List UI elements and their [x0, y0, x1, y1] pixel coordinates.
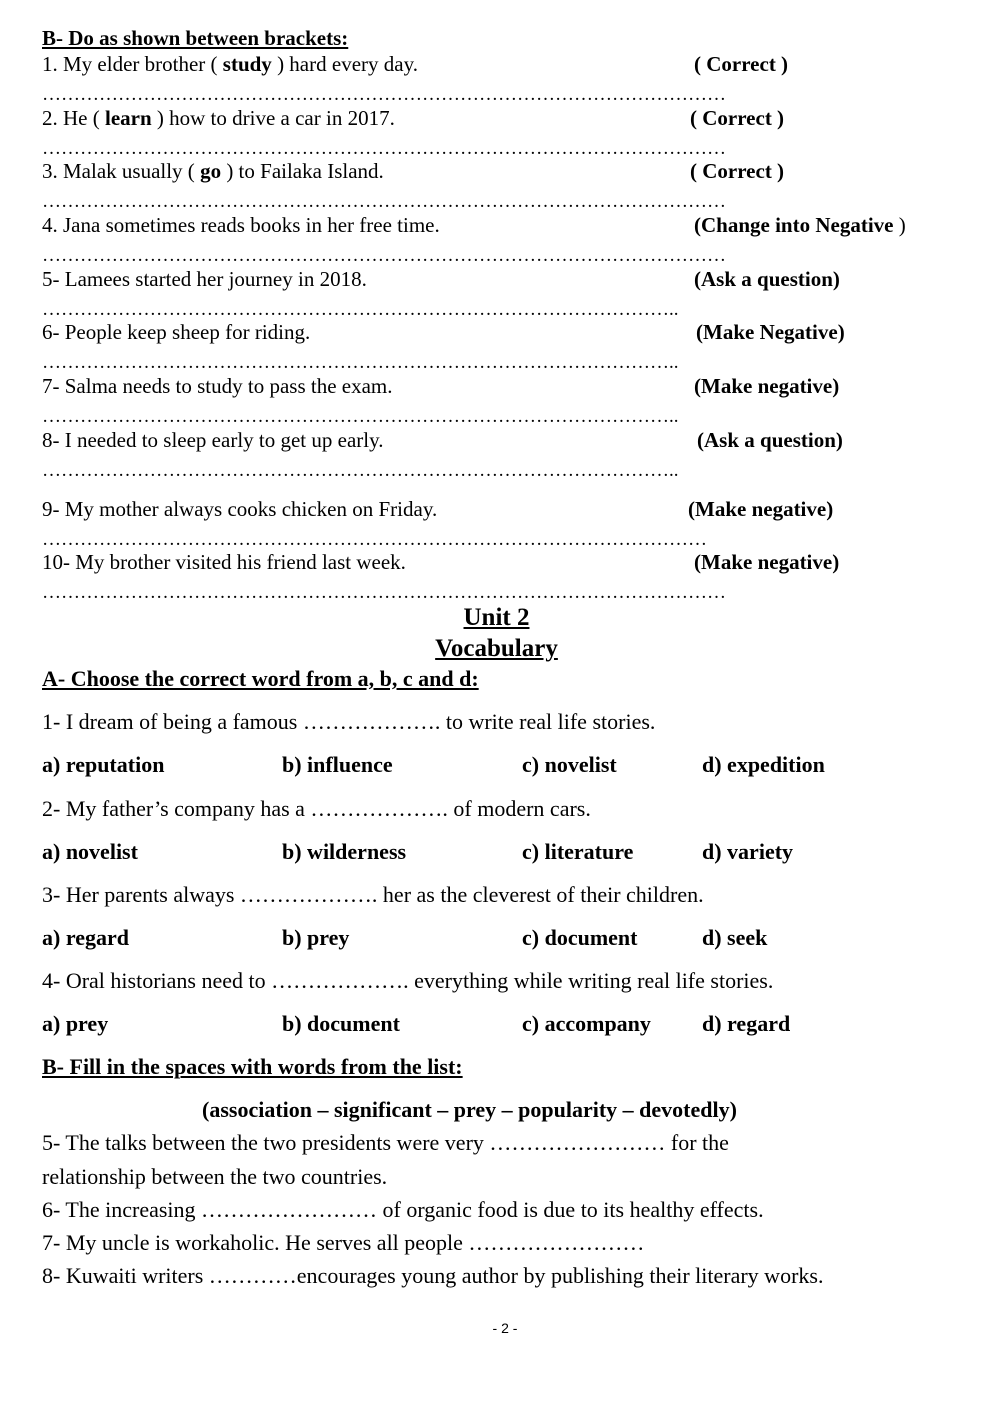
item-instruction-2: ( Correct )	[690, 106, 785, 130]
mcq-question-2: 2- My father’s company has a ………………. of modern cars.	[42, 796, 591, 821]
item-text-post: ) how to drive a car in 2017.	[151, 106, 395, 130]
exercise-item-7: 7- Salma needs to study to pass the exam.	[42, 374, 393, 398]
exercise-item-5: 5- Lamees started her journey in 2018.	[42, 267, 367, 291]
exercise-item-3	[42, 159, 384, 184]
answer-line-6[interactable]: ………………………………………………………………………………………..	[42, 352, 679, 373]
mcq-option-4c[interactable]: c) accompany	[522, 1011, 651, 1036]
fill-sentence-8: 8- Kuwaiti writers …………encourages young author by publishing their literary works.	[42, 1263, 824, 1288]
mcq-question-1: 1- I dream of being a famous ………………. to write real life stories.	[42, 709, 656, 734]
mcq-option-3c[interactable]: c) document	[522, 925, 638, 950]
unit-subtitle: Vocabulary	[435, 635, 558, 662]
mcq-option-3a[interactable]: a) regard	[42, 925, 129, 950]
word-list: (association – significant – prey – popularity – devotedly)	[202, 1097, 737, 1122]
item-instruction-7: (Make negative)	[694, 374, 840, 398]
fill-sentence-7: 7- My uncle is workaholic. He serves all people ……………………	[42, 1230, 645, 1255]
mcq-option-1d[interactable]: d) expedition	[702, 752, 825, 777]
mcq-option-2b[interactable]: b) wilderness	[282, 839, 407, 864]
section-fill-heading: B- Fill in the spaces with words from the list:	[42, 1054, 463, 1079]
page-number: - 2 -	[492, 1320, 518, 1336]
answer-line-10[interactable]: ………………………………………………………………………………………………	[42, 582, 726, 603]
item-instruction-8: (Ask a question)	[697, 428, 843, 452]
mcq-option-4a[interactable]: a) prey	[42, 1011, 109, 1036]
exercise-item-2	[42, 106, 395, 131]
item-verb: study	[222, 52, 272, 76]
mcq-question-3: 3- Her parents always ………………. her as the cleverest of their children.	[42, 882, 704, 907]
section-b-heading: B- Do as shown between brackets:	[42, 26, 349, 50]
answer-line-3[interactable]: ………………………………………………………………………………………………	[42, 191, 726, 212]
mcq-option-3b[interactable]: b) prey	[282, 925, 350, 950]
answer-line-2[interactable]: ………………………………………………………………………………………………	[42, 138, 726, 159]
item-verb: learn	[104, 106, 152, 130]
exercise-item-4: 4. Jana sometimes reads books in her free time.	[42, 213, 440, 237]
item-instruction-9: (Make negative)	[688, 497, 834, 521]
answer-line-7[interactable]: ………………………………………………………………………………………..	[42, 406, 679, 427]
exercise-item-1	[42, 52, 418, 77]
exercise-item-9: 9- My mother always cooks chicken on Friday.	[42, 497, 438, 521]
item-text-pre: 3. Malak usually (	[42, 159, 201, 183]
item-instruction-6: (Make Negative)	[696, 320, 845, 344]
answer-line-9[interactable]: ……………………………………………………………………………………………	[42, 529, 707, 550]
answer-line-1[interactable]: ………………………………………………………………………………………………	[42, 84, 726, 105]
exercise-item-10: 10- My brother visited his friend last week.	[42, 550, 406, 574]
item-instruction-4	[694, 213, 906, 238]
answer-line-5[interactable]: ………………………………………………………………………………………..	[42, 299, 679, 320]
item-verb: go	[200, 159, 222, 183]
mcq-option-1a[interactable]: a) reputation	[42, 752, 165, 777]
item-instruction-3: ( Correct )	[690, 159, 785, 183]
item-text-pre: 2. He (	[42, 106, 105, 130]
item-text-post: ) to Failaka Island.	[221, 159, 384, 183]
fill-sentence-5: 5- The talks between the two presidents were very …………………… for the	[42, 1130, 729, 1155]
fill-sentence-6: 6- The increasing …………………… of organic food is due to its healthy effects.	[42, 1197, 764, 1222]
mcq-option-2d[interactable]: d) variety	[702, 839, 794, 864]
exercise-item-8: 8- I needed to sleep early to get up early.	[42, 428, 384, 452]
instruction-tail: )	[893, 213, 906, 237]
unit-title: Unit 2	[463, 604, 530, 631]
mcq-option-4d[interactable]: d) regard	[702, 1011, 791, 1036]
exercise-item-6: 6- People keep sheep for riding.	[42, 320, 311, 344]
item-instruction-5: (Ask a question)	[694, 267, 840, 291]
fill-sentence-5-cont: relationship between the two countries.	[42, 1164, 388, 1189]
answer-line-8[interactable]: ………………………………………………………………………………………..	[42, 460, 679, 481]
item-instruction-1: ( Correct )	[694, 52, 789, 76]
mcq-option-1c[interactable]: c) novelist	[522, 752, 617, 777]
section-a-heading: A- Choose the correct word from a, b, c and d:	[42, 666, 479, 691]
mcq-option-2a[interactable]: a) novelist	[42, 839, 138, 864]
item-text-post: ) hard every day.	[271, 52, 418, 76]
mcq-option-2c[interactable]: c) literature	[522, 839, 634, 864]
instruction-bold: (Change into Negative	[694, 213, 894, 237]
mcq-option-1b[interactable]: b) influence	[282, 752, 393, 777]
mcq-option-4b[interactable]: b) document	[282, 1011, 400, 1036]
mcq-option-3d[interactable]: d) seek	[702, 925, 768, 950]
answer-line-4[interactable]: ………………………………………………………………………………………………	[42, 245, 726, 266]
item-instruction-10: (Make negative)	[694, 550, 840, 574]
item-text-pre: 1. My elder brother (	[42, 52, 223, 76]
mcq-question-4: 4- Oral historians need to ………………. everything while writing real life stories.	[42, 968, 774, 993]
